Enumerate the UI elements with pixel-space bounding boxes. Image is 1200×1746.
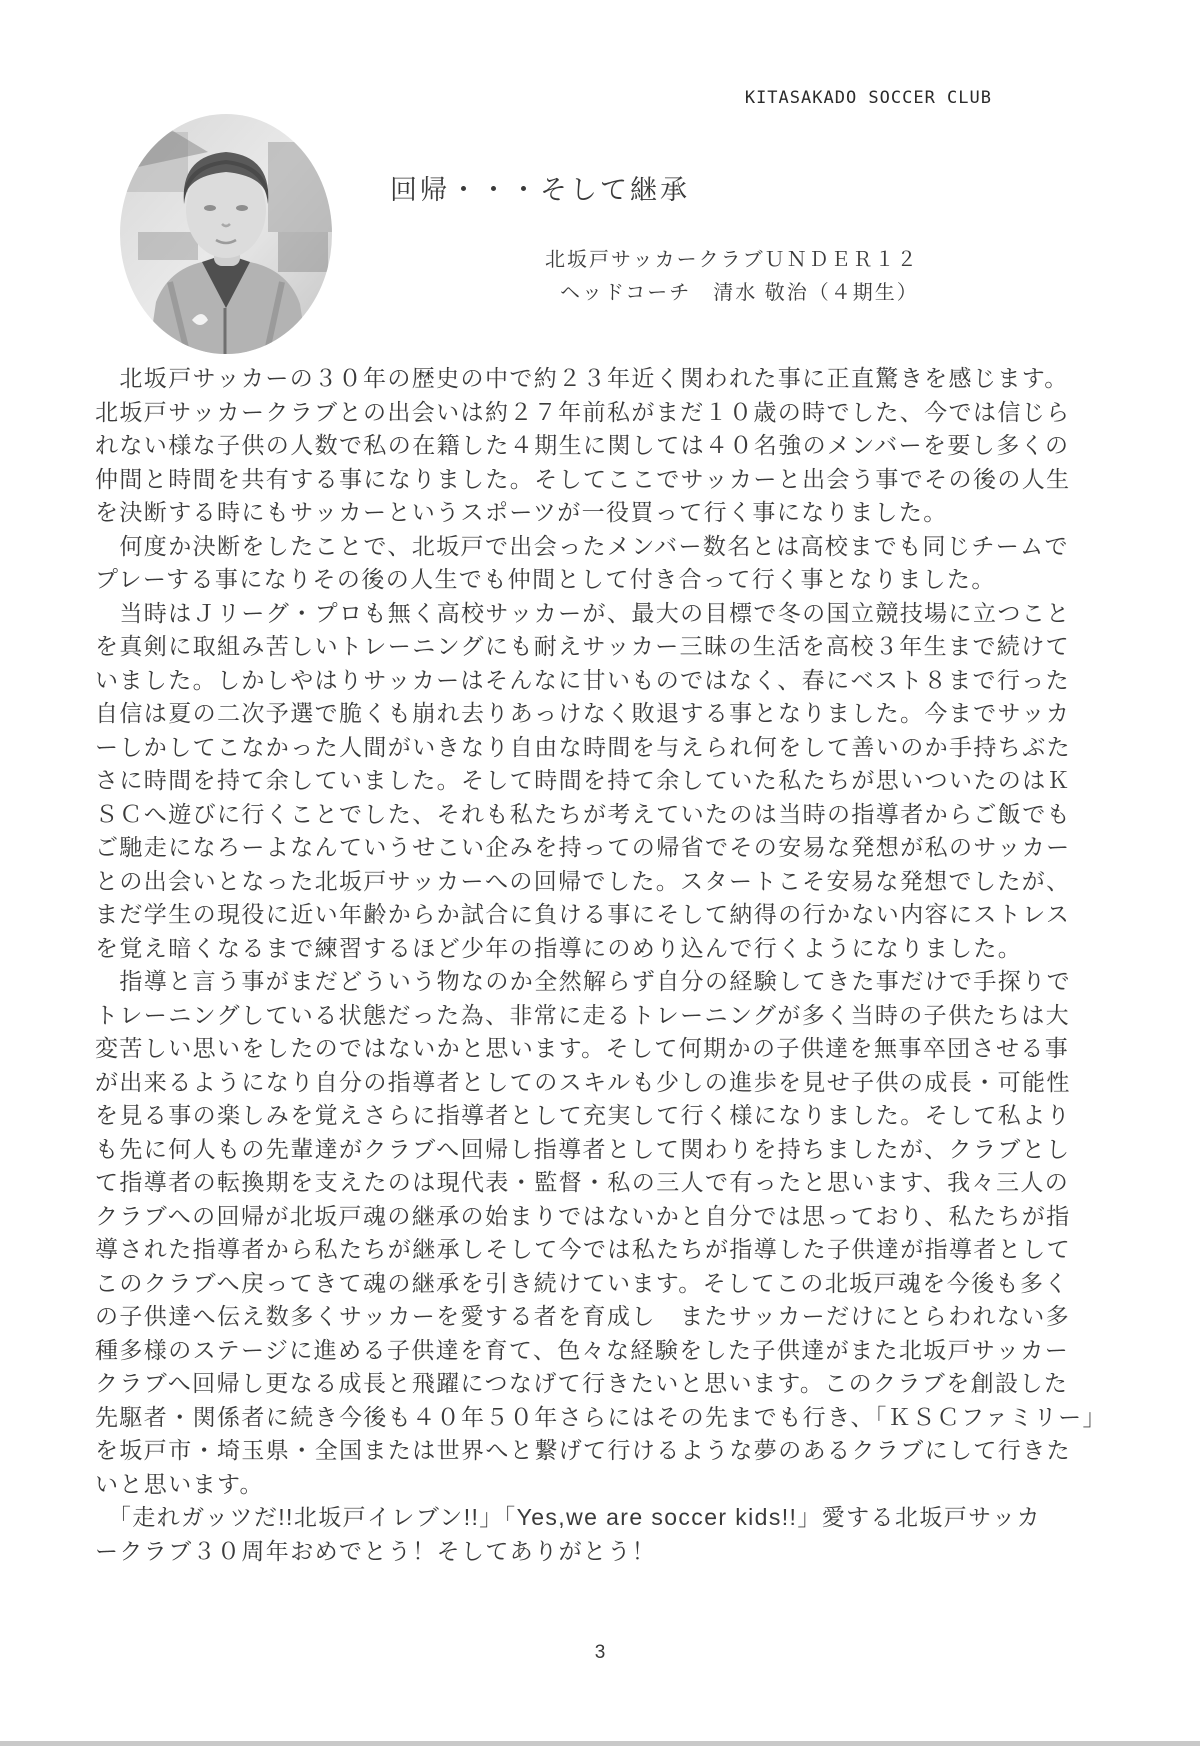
byline-organization: 北坂戸サッカークラブＵＮＤＥＲ１２ xyxy=(545,249,919,271)
body-text-line: まだ学生の現役に近い年齢からか試合に負ける事にそして納得の行かない内容にストレス xyxy=(95,901,1071,927)
body-text-line: ご馳走になろーよなんていうせこい企みを持っての帰省でその安易な発想が私のサッカー xyxy=(95,834,1071,860)
body-text-line: ーしかしてこなかった人間がいきなり自由な時間を与えられ何をして善いのか手持ちぶた xyxy=(95,733,1071,760)
body-text-line: ークラブ３０周年おめでとう！そしてありがとう！ xyxy=(95,1537,657,1564)
scan-edge-artifact xyxy=(0,1741,1200,1746)
body-text-line: 「走れガッツだ!!北坂戸イレブン!!」「Yes,we are soccer kids!!」愛する北坂戸サッカ xyxy=(95,1504,1041,1530)
body-text-line: クラブへの回帰が北坂戸魂の継承の始まりではないかと自分では思っており、私たちが指 xyxy=(95,1202,1071,1229)
body-text-line: が出来るようになり自分の指導者としてのスキルも少しの進歩を見せ子供の成長・可能性 xyxy=(95,1068,1071,1095)
body-text-line: て指導者の転換期を支えたのは現代表・監督・私の三人で有ったと思います、我々三人の xyxy=(95,1169,1070,1195)
body-text-line: を決断する時にもサッカーというスポーツが一役買って行く事になりました。 xyxy=(95,499,948,525)
body-text-line: 北坂戸サッカークラブとの出会いは約２７年前私がまだ１０歳の時でした、今では信じら xyxy=(95,398,1071,425)
page-number: 3 xyxy=(594,1642,606,1663)
body-text-line: 自信は夏の二次予選で脆くも崩れ去りあっけなく敗退する事となりました。今までサッカ xyxy=(95,700,1071,726)
body-text-line: との出会いとなった北坂戸サッカーへの回帰でした。スタートこそ安易な発想でしたが、 xyxy=(95,867,1071,894)
body-text-line: さに時間を持て余していました。そして時間を持て余していた私たちが思いついたのはＫ xyxy=(95,767,1071,793)
body-text-line: れない様な子供の人数で私の在籍した４期生に関しては４０名強のメンバーを要し多くの xyxy=(95,432,1070,458)
body-text-line: ＳＣへ遊びに行くことでした、それも私たちが考えていたのは当時の指導者からご飯でも xyxy=(95,800,1071,827)
body-text-line: 北坂戸サッカーの３０年の歴史の中で約２３年近く関われた事に正直驚きを感じます。 xyxy=(95,365,1069,391)
article-title: 回帰・・・そして継承 xyxy=(390,175,690,205)
body-text-line: クラブへ回帰し更なる成長と飛躍につなげて行きたいと思います。このクラブを創設した xyxy=(95,1370,1069,1396)
body-text-line: を見る事の楽しみを覚えさらに指導者として充実して行く様になりました。そして私より xyxy=(95,1102,1071,1128)
body-text-line: の子供達へ伝え数多くサッカーを愛する者を育成し またサッカーだけにとらわれない多 xyxy=(95,1303,1071,1329)
coach-portrait-photo xyxy=(118,112,334,356)
byline-author: ヘッドコーチ 清水 敬治（４期生） xyxy=(560,282,919,304)
body-text-line: 何度か決断をしたことで、北坂戸で出会ったメンバー数名とは高校までも同じチームで xyxy=(95,532,1069,559)
body-text-line: 仲間と時間を共有する事になりました。そしてここでサッカーと出会う事でその後の人生 xyxy=(95,465,1071,492)
body-text-line: いました。しかしやはりサッカーはそんなに甘いものではなく、春にベスト８まで行った xyxy=(95,666,1071,693)
club-name-header: KITASAKADO SOCCER CLUB xyxy=(744,88,992,108)
body-text-line: も先に何人もの先輩達がクラブへ回帰し指導者として関わりを持ちましたが、クラブとし xyxy=(95,1135,1071,1162)
body-text-line: 種多様のステージに進める子供達を育て、色々な経験をした子供達がまた北坂戸サッカー xyxy=(95,1336,1070,1363)
body-text-line: 指導と言う事がまだどういう物なのか全然解らず自分の経験してきた事だけで手探りで xyxy=(95,968,1071,994)
body-text-line: 先駆者・関係者に続き今後も４０年５０年さらにはその先までも行き、「ＫＳＣファミリー」 xyxy=(95,1403,1107,1430)
body-text-line: このクラブへ戻ってきて魂の継承を引き続けています。そしてこの北坂戸魂を今後も多く xyxy=(95,1269,1069,1296)
portrait-photo-graphic xyxy=(118,112,334,356)
body-text-line: いと思います。 xyxy=(95,1470,264,1497)
body-text-line: を覚え暗くなるまで練習するほど少年の指導にのめり込んで行くようになりました。 xyxy=(95,934,1023,961)
article-body xyxy=(95,362,1107,1568)
body-text-line: 変苦しい思いをしたのではないかと思います。そして何期かの子供達を無事卒団させる事 xyxy=(95,1035,1070,1061)
body-text-line: を真剣に取組み苦しいトレーニングにも耐えサッカー三昧の生活を高校３年生まで続けて xyxy=(95,633,1071,659)
body-text-line: 当時はＪリーグ・プロも無く高校サッカーが、最大の目標で冬の国立競技場に立つこと xyxy=(95,599,1071,626)
body-text-line: 導された指導者から私たちが継承しそして今では私たちが指導した子供達が指導者として xyxy=(95,1236,1071,1262)
body-text-line: プレーする事になりその後の人生でも仲間として付き合って行く事となりました。 xyxy=(95,566,996,592)
body-text-line: を坂戸市・埼玉県・全国または世界へと繋げて行けるような夢のあるクラブにして行きた xyxy=(95,1437,1071,1463)
body-text-line: トレーニングしている状態だった為、非常に走るトレーニングが多く当時の子供たちは大 xyxy=(95,1001,1071,1028)
